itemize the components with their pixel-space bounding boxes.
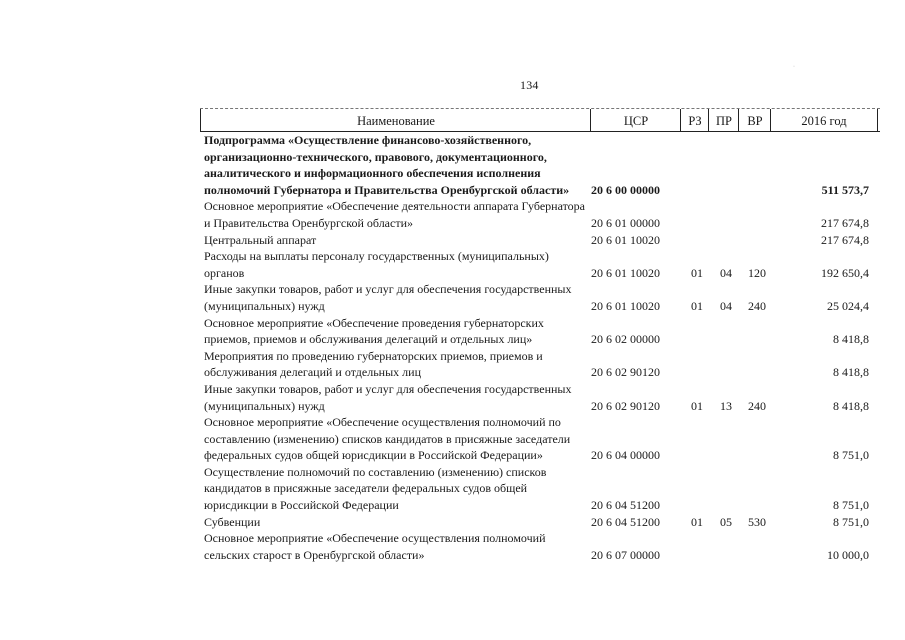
row-name: Центральный аппарат [204,232,317,247]
header-pr: ПР [708,109,739,131]
row-name: Подпрограмма «Осуществление финансово-хозяйственного, организационно-технического, правового, документационного, аналитического и информационного обеспечения исполнения полномочий Губернатора и Правительства Оренбургской области» [204,133,570,197]
row-csr: 20 6 04 51200 [591,498,660,513]
scan-artifact-mark: · [793,64,795,70]
row-csr: 20 6 02 00000 [591,332,660,347]
row-name: Основное мероприятие «Обеспечение осуществления полномочий по составлению (изменению) списков кандидатов в присяжные заседатели федеральных судов общей юрисдикции в Российской Федерации» [204,415,571,463]
row-sum: 8 418,8 [833,398,869,413]
row-sum: 217 674,8 [821,215,869,230]
row-vr: 530 [748,514,766,529]
row-pr: 04 [720,298,732,313]
row-name: Основное мероприятие «Обеспечение осуществления полномочий сельских старост в Оренбургской области» [204,531,546,562]
row-sum: 8 751,0 [833,498,869,513]
row-csr: 20 6 02 90120 [591,398,660,413]
row-rz: 01 [691,514,703,529]
row-rz: 01 [691,298,703,313]
row-name: Основное мероприятие «Обеспечение проведения губернаторских приемов, приемов и обслуживания делегаций и отдельных лиц» [204,315,544,347]
row-name: Осуществление полномочий по составлению (изменению) списков кандидатов в присяжные заседатели федеральных судов общей юрисдикции в Российской Федерации [204,464,547,513]
row-csr: 20 6 04 00000 [591,448,660,463]
row-sum: 25 024,4 [827,298,869,313]
table-row [200,281,880,314]
table-row [200,198,880,231]
table-row [200,348,880,381]
row-sum: 8 751,0 [833,514,869,529]
table-row [200,381,880,414]
row-vr: 120 [748,265,766,280]
table-body [200,132,880,563]
row-sum: 8 418,8 [833,332,869,347]
row-csr: 20 6 01 00000 [591,215,660,230]
row-name: Мероприятия по проведению губернаторских приемов, приемов и обслуживания делегаций и отдельных лиц [204,348,543,380]
page-number: 134 [520,78,539,92]
table-row [200,132,880,198]
table-row [200,464,880,514]
table-header [200,108,880,132]
row-name: Основное мероприятие «Обеспечение деятельности аппарата Губернатора и Правительства Оренбургской области» [204,199,586,230]
table-row [200,414,880,464]
table-row [200,248,880,281]
row-rz: 01 [691,398,703,413]
table-row [200,232,880,249]
row-csr: 20 6 04 51200 [591,514,660,529]
header-year: 2016 год [770,109,878,131]
row-sum: 511 573,7 [821,182,869,197]
row-csr: 20 6 02 90120 [591,365,660,380]
header-name: Наименование [200,109,591,131]
row-pr: 04 [720,265,732,280]
row-sum: 8 418,8 [833,365,869,380]
table-row [200,530,880,563]
row-name: Расходы на выплаты персоналу государственных (муниципальных) органов [204,249,549,280]
row-pr: 13 [720,398,732,413]
header-csr: ЦСР [590,109,681,131]
table-row [200,514,880,531]
row-name: Иные закупки товаров, работ и услуг для обеспечения государственных (муниципальных) нужд [204,381,572,413]
table-row [200,315,880,348]
row-vr: 240 [748,298,766,313]
header-vr: ВР [738,109,771,131]
row-csr: 20 6 01 10020 [591,265,660,280]
row-csr: 20 6 01 10020 [591,232,660,247]
budget-table [200,108,880,563]
header-rz: РЗ [680,109,709,131]
row-sum: 8 751,0 [833,448,869,463]
row-csr: 20 6 00 00000 [591,182,660,197]
row-name: Субвенции [204,514,261,529]
row-pr: 05 [720,514,732,529]
row-sum: 217 674,8 [821,232,869,247]
row-vr: 240 [748,398,766,413]
row-name: Иные закупки товаров, работ и услуг для обеспечения государственных (муниципальных) нужд [204,282,572,313]
row-csr: 20 6 01 10020 [591,298,660,313]
row-sum: 10 000,0 [827,547,869,562]
row-csr: 20 6 07 00000 [591,547,660,562]
row-rz: 01 [691,265,703,280]
row-sum: 192 650,4 [821,265,869,280]
